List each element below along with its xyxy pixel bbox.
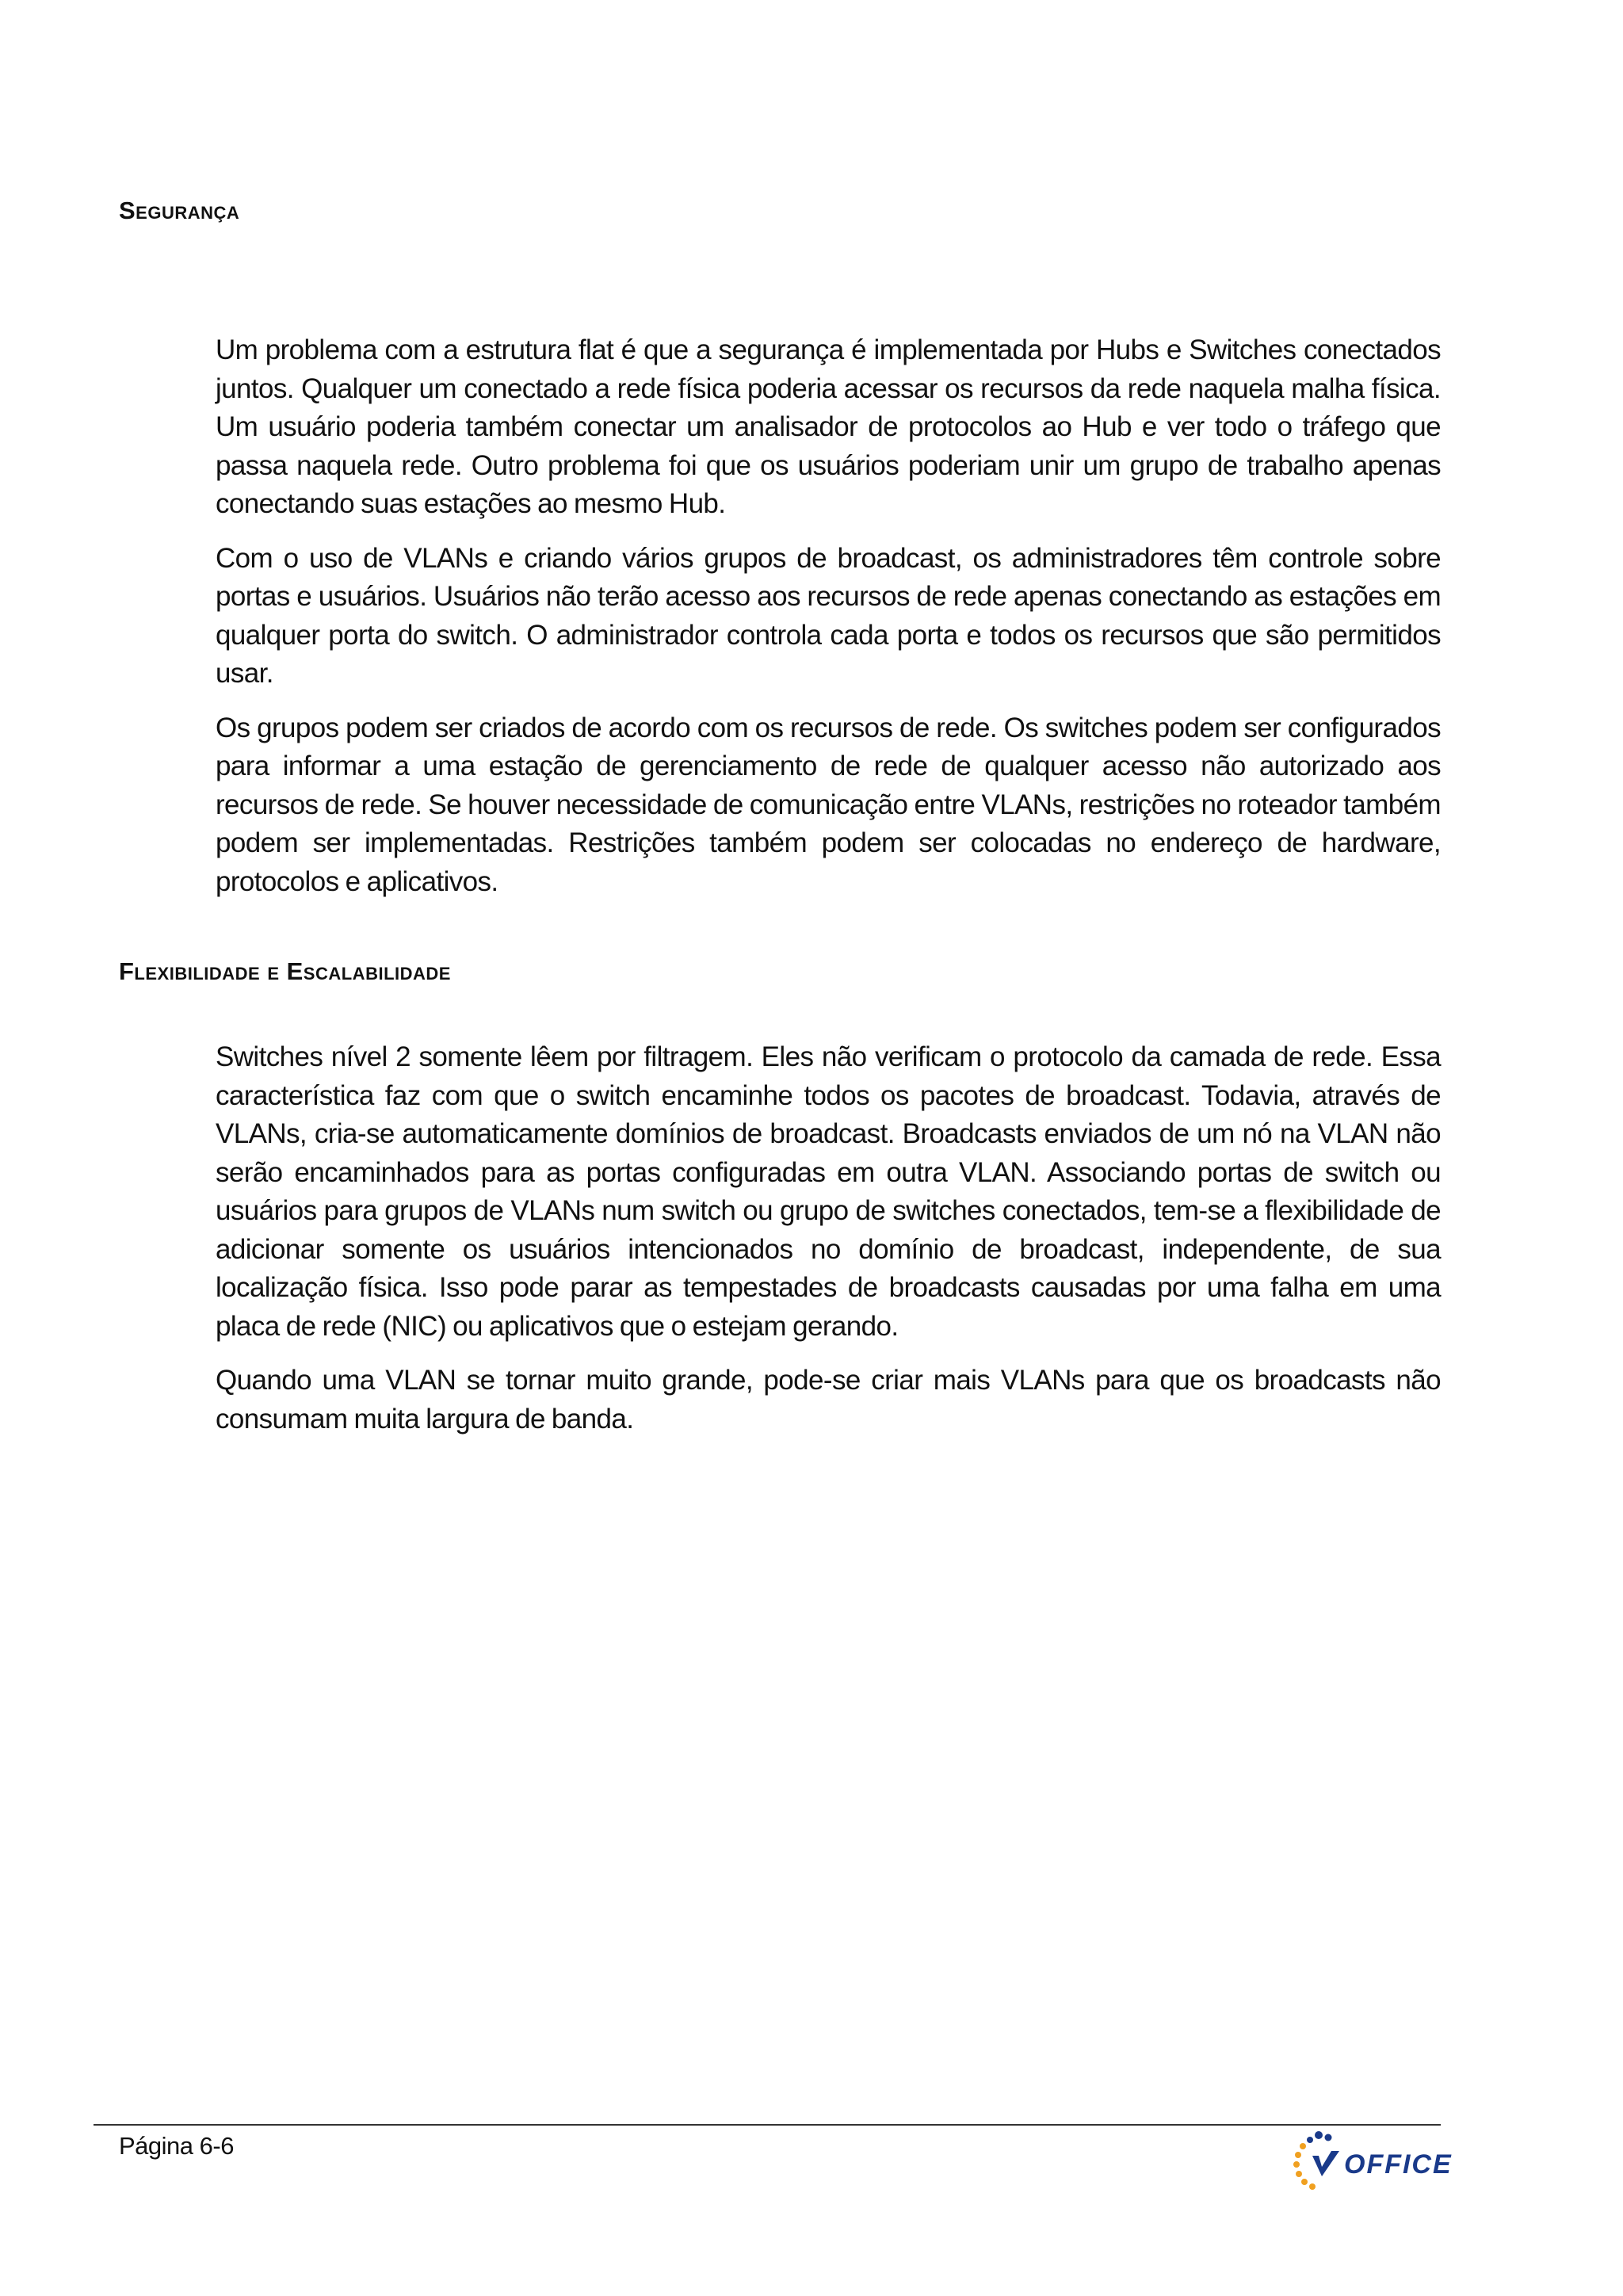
paragraph: Quando uma VLAN se tornar muito grande, pode-se criar mais VLANs para que os broadcasts não consumam muita largura de banda. bbox=[216, 1365, 1441, 1435]
paragraph: Os grupos podem ser criados de acordo com os recursos de rede. Os switches podem ser configurados para informar a uma estação de gerenciamento de rede de qualquer acesso não autorizado aos recursos de rede. Se houver necessidade de comunicação entre VLANs, restrições no roteador também podem ser implementadas. Restrições também podem ser colocadas no endereço de hardware, protocolos e aplicativos. bbox=[216, 712, 1441, 897]
section-body-seguranca bbox=[216, 331, 1441, 917]
office-logo bbox=[1282, 2127, 1453, 2200]
page-number: Página 6-6 bbox=[119, 2132, 234, 2160]
logo-text: OFFICE bbox=[1344, 2149, 1453, 2179]
paragraph: Switches nível 2 somente lêem por filtragem. Eles não verificam o protocolo da camada de rede. Essa característica faz com que o switch encaminhe todos os pacotes de broadcast. Todavia, através de VLANs, cria-se automaticamente domínios de broadcast. Broadcasts enviados de um nó na VLAN não serão encaminhados para as portas configuradas em outra VLAN. Associando portas de switch ou usuários para grupos de VLANs num switch ou grupo de switches conectados, tem-se a flexibilidade de adicionar somente os usuários intencionados no domínio de broadcast, independente, de sua localização física. Isso pode parar as tempestades de broadcasts causadas por uma falha em uma placa de rede (NIC) ou aplicativos que o estejam gerando. bbox=[216, 1041, 1441, 1342]
section-heading-flexibilidade: Flexibilidade e Escalabilidade bbox=[119, 957, 451, 985]
paragraph: Um problema com a estrutura flat é que a segurança é implementada por Hubs e Switches conectados juntos. Qualquer um conectado a rede física poderia acessar os recursos da rede naquela malha física. Um usuário poderia também conectar um analisador de protocolos ao Hub e ver todo o tráfego que passa naquela rede. Outro problema foi que os usuários poderiam unir um grupo de trabalho apenas conectando suas estações ao mesmo Hub. bbox=[216, 334, 1441, 519]
logo-mark-icon bbox=[1282, 2127, 1346, 2200]
section-heading-seguranca: Segurança bbox=[119, 197, 240, 224]
footer-divider bbox=[94, 2124, 1441, 2126]
paragraph: Com o uso de VLANs e criando vários grupos de broadcast, os administradores têm controle sobre portas e usuários. Usuários não terão acesso aos recursos de rede apenas conectando as estações em qualquer porta do switch. O administrador controla cada porta e todos os recursos que são permitidos usar. bbox=[216, 542, 1441, 689]
section-body-flexibilidade bbox=[216, 1038, 1441, 1454]
